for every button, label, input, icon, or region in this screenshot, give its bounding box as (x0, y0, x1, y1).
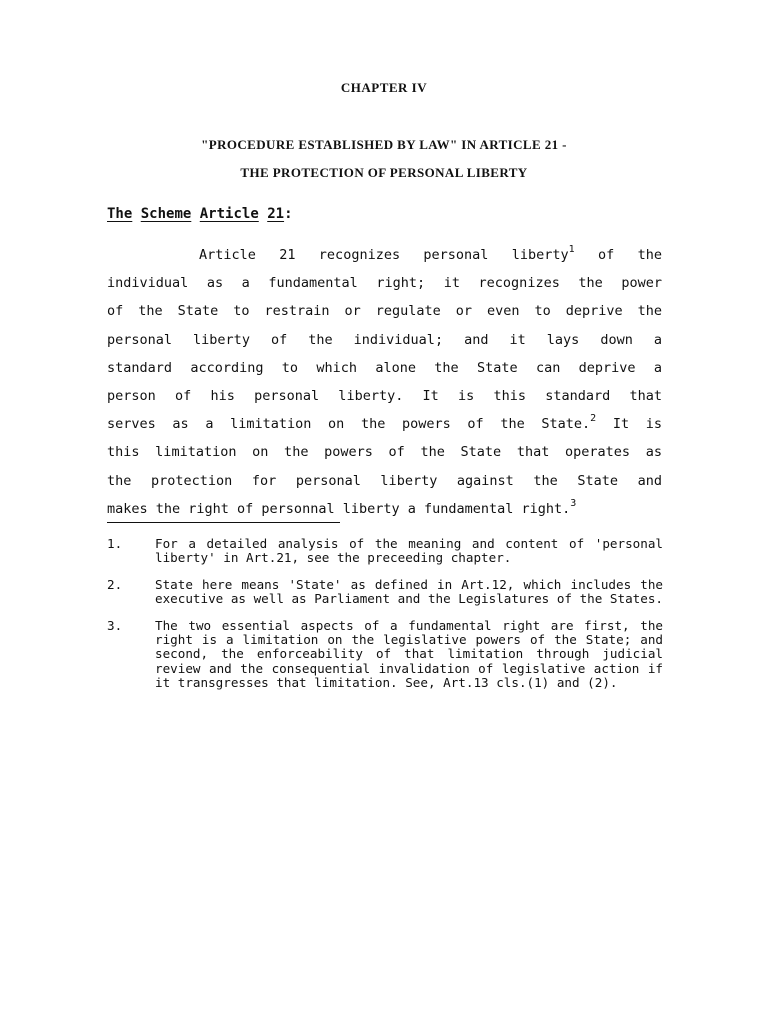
chapter-number: CHAPTER IV (340, 80, 428, 95)
body-text: serves as a limitation on the powers of the State. (107, 416, 591, 433)
footnote (107, 619, 663, 691)
section-heading (107, 206, 293, 222)
footnote (107, 537, 663, 566)
footnote-ref-3[interactable]: 3 (570, 497, 577, 509)
footnote-ref-2[interactable]: 2 (590, 413, 597, 425)
body-line: person of his personal liberty. It is this standard that (107, 387, 662, 404)
heading-word: Scheme (140, 206, 192, 222)
chapter-title-line-1: "PROCEDURE ESTABLISHED BY LAW" IN ARTICLE 21 - (201, 137, 567, 152)
body-line: personal liberty of the individual; and it lays down a (107, 331, 662, 348)
body-line (107, 410, 662, 438)
heading-word: 21 (267, 206, 285, 222)
footnotes (107, 537, 663, 703)
body-line: of the State to restrain or regulate or even to deprive the (107, 303, 662, 320)
heading-word: Article (199, 206, 259, 222)
footnote-number: 3. (107, 617, 123, 633)
footnote (107, 578, 663, 607)
chapter-title-line-2: THE PROTECTION OF PERSONAL LIBERTY (240, 165, 528, 180)
body-line: individual as a fundamental right; it recognizes the power (107, 275, 662, 292)
footnote-number: 1. (107, 536, 123, 551)
body-text: of the (574, 247, 662, 263)
footnote-text: The two essential aspects of a fundamental right are first, the right is a limitation on the legislative powers of the State; and second, the enforceability of that limitation through judicial review and the consequential invalidation of legislative action if it transgresses that limitation. See, Art.13 cls.(1) and (2). (155, 617, 663, 691)
body-line: standard according to which alone the State can deprive a (107, 359, 662, 376)
body-line (107, 241, 662, 269)
heading-word: The (107, 206, 133, 222)
body-line: the protection for personal liberty against the State and (107, 472, 662, 489)
footnote-separator (107, 522, 340, 523)
heading-colon: : (284, 206, 293, 222)
footnote-number: 2. (107, 576, 123, 592)
footnote-text: State here means 'State' as defined in Art.12, which includes the executive as well as Parliament and the Legislatures of the States. (155, 576, 663, 607)
body-text: Article 21 recognizes personal liberty (199, 247, 569, 263)
body-line: this limitation on the powers of the State that operates as (107, 444, 662, 461)
body-paragraph (107, 241, 662, 523)
body-line (107, 495, 662, 523)
body-text: makes the right of personnal liberty a fundamental right. (107, 500, 571, 517)
footnote-text: For a detailed analysis of the meaning and content of 'personal liberty' in Art.21, see the preceeding chapter. (155, 536, 663, 566)
body-text: It is (596, 416, 662, 433)
footnote-ref-1[interactable]: 1 (568, 244, 575, 255)
